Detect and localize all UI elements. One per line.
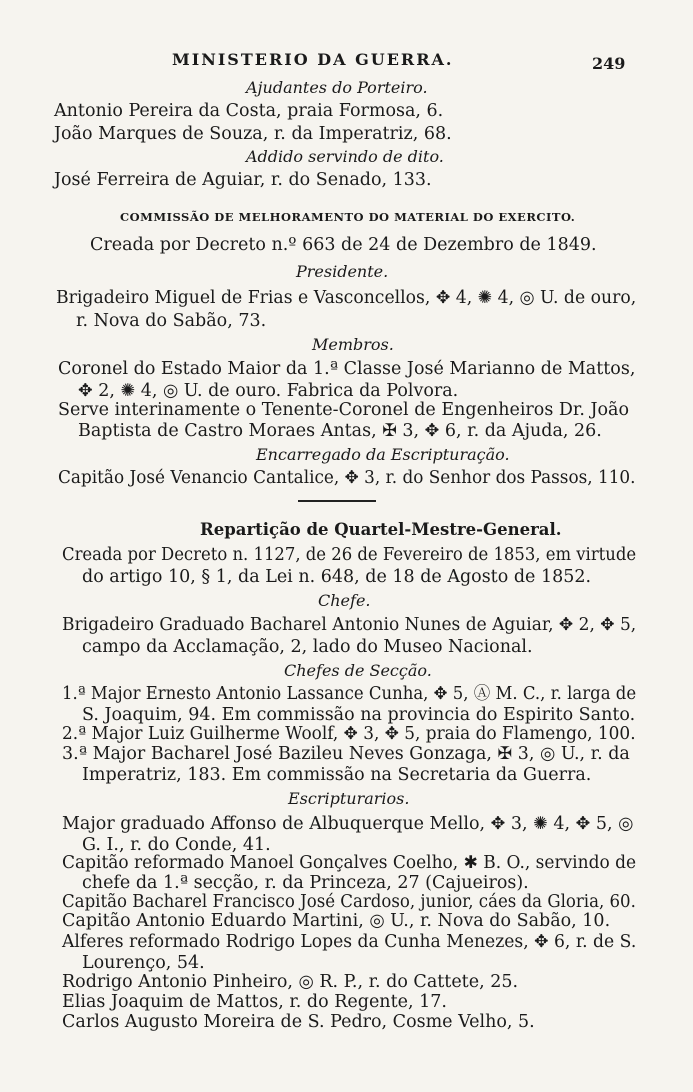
decree-line: Creada por Decreto n. 1127, de 26 de Fevereiro de 1853, em virtude <box>62 545 637 565</box>
section-heading-chefe: Chefe. <box>318 591 371 610</box>
entry-line: 2.ª Major Luiz Guilherme Woolf, ✥ 3, ✥ 5, praia do Flamengo, 100. <box>62 724 636 744</box>
running-header-title: MINISTERIO DA GUERRA. <box>172 50 454 69</box>
section-divider <box>298 500 376 502</box>
decree-line: Creada por Decreto n.º 663 de 24 de Dezembro de 1849. <box>90 235 597 255</box>
page-number: 249 <box>592 54 626 73</box>
entry-line-continuation: chefe da 1.ª secção, r. da Princeza, 27 (Cajueiros). <box>82 873 529 893</box>
entry-line: Capitão reformado Manoel Gonçalves Coelho, ✱ B. O., servindo de <box>62 853 637 873</box>
entry-line: Elias Joaquim de Mattos, r. do Regente, 17. <box>62 992 447 1012</box>
decree-line-continuation: do artigo 10, § 1, da Lei n. 648, de 18 de Agosto de 1852. <box>82 567 592 587</box>
entry-line: Alferes reformado Rodrigo Lopes da Cunha Menezes, ✥ 6, r. de S. <box>62 932 637 952</box>
entry-line-continuation: campo da Acclamação, 2, lado do Museo Nacional. <box>82 637 533 657</box>
entry-line-continuation: S. Joaquim, 94. Em commissão na provincia do Espirito Santo. <box>82 705 636 725</box>
entry-line: Brigadeiro Graduado Bacharel Antonio Nunes de Aguiar, ✥ 2, ✥ 5, <box>62 615 637 635</box>
entry-line: José Ferreira de Aguiar, r. do Senado, 133. <box>54 170 432 190</box>
entry-line: Capitão Bacharel Francisco José Cardoso, junior, cáes da Gloria, 60. <box>62 892 636 912</box>
section-heading-chefes-seccao: Chefes de Secção. <box>284 661 432 680</box>
entry-line: Serve interinamente o Tenente-Coronel de Engenheiros Dr. João <box>58 400 629 420</box>
section-heading-addido: Addido servindo de dito. <box>246 147 444 166</box>
entry-line-continuation: Baptista de Castro Moraes Antas, ✠ 3, ✥ 6, r. da Ajuda, 26. <box>78 421 602 441</box>
entry-line: Coronel do Estado Maior da 1.ª Classe José Marianno de Mattos, <box>58 359 636 379</box>
entry-line: Major graduado Affonso de Albuquerque Mello, ✥ 3, ✺ 4, ✥ 5, ◎ <box>62 814 634 834</box>
section-title-reparticao: Repartição de Quartel-Mestre-General. <box>200 520 562 539</box>
entry-line: Capitão José Venancio Cantalice, ✥ 3, r. do Senhor dos Passos, 110. <box>58 468 636 488</box>
entry-line: Carlos Augusto Moreira de S. Pedro, Cosme Velho, 5. <box>62 1012 535 1032</box>
entry-line-continuation: Lourenço, 54. <box>82 953 205 973</box>
commission-title: COMMISSÃO DE MELHORAMENTO DO MATERIAL DO EXERCITO. <box>120 210 576 224</box>
entry-line: Rodrigo Antonio Pinheiro, ◎ R. P., r. do Cattete, 25. <box>62 972 519 992</box>
entry-line: 1.ª Major Ernesto Antonio Lassance Cunha, ✥ 5, Ⓐ M. C., r. larga de <box>62 684 637 704</box>
entry-line: Brigadeiro Miguel de Frias e Vasconcellos, ✥ 4, ✺ 4, ◎ U. de ouro, <box>56 288 637 308</box>
entry-line: Capitão Antonio Eduardo Martini, ◎ U., r. Nova do Sabão, 10. <box>62 911 611 931</box>
entry-line-continuation: ✥ 2, ✺ 4, ◎ U. de ouro. Fabrica da Polvora. <box>78 381 459 401</box>
entry-line: 3.ª Major Bacharel José Bazileu Neves Gonzaga, ✠ 3, ◎ U., r. da <box>62 744 630 764</box>
entry-line-continuation: G. I., r. do Conde, 41. <box>82 835 271 855</box>
section-heading-encarregado: Encarregado da Escripturação. <box>256 445 510 464</box>
section-heading-escripturarios: Escripturarios. <box>288 789 410 808</box>
entry-line-continuation: r. Nova do Sabão, 73. <box>76 311 267 331</box>
section-heading-membros: Membros. <box>312 335 394 354</box>
entry-line: Antonio Pereira da Costa, praia Formosa, 6. <box>54 101 444 121</box>
section-heading-ajudantes: Ajudantes do Porteiro. <box>246 78 428 97</box>
section-heading-presidente: Presidente. <box>296 262 389 281</box>
entry-line-continuation: Imperatriz, 183. Em commissão na Secretaria da Guerra. <box>82 765 592 785</box>
entry-line: João Marques de Souza, r. da Imperatriz, 68. <box>54 124 452 144</box>
